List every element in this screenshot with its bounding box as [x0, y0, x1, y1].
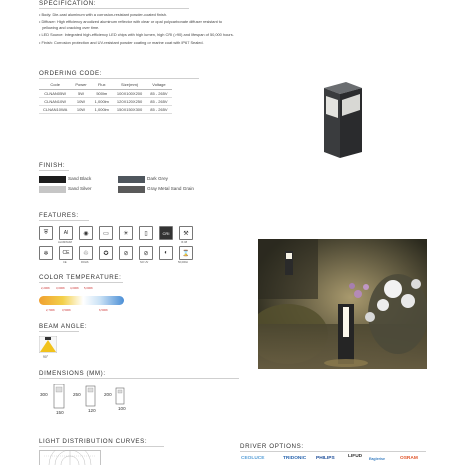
- cell-power: 10W: [71, 98, 90, 106]
- spec-led-line: • LED Source: Integrated high-efficiency LED chips with high lumen, high CRI (>90) and lifespan of 50,000 hours.: [39, 32, 234, 37]
- spec-body-line: • Body: Die-cast aluminum with a corrosion-resistant powder-coated finish.: [39, 12, 168, 17]
- lifespan-icon: ⌛: [179, 246, 193, 260]
- finish-swatch-dark-grey: [118, 176, 145, 183]
- led-icon: ◉: [79, 226, 93, 240]
- light-distribution-rule: [39, 446, 164, 447]
- spec-finish-line: • Finish: Corrosion protection and UV-resistant powder coating or marine coat with IP67 Sealed.: [39, 40, 204, 45]
- finish-label-sand-black: Sand Black: [68, 176, 92, 181]
- finish-swatch-sand-silver: [39, 186, 66, 193]
- cell-voltage: 85 - 265V: [146, 98, 171, 106]
- ik-rating-icon: ⚒: [179, 226, 193, 240]
- table-row: [39, 90, 172, 98]
- cell-code: CLNAN05W: [39, 90, 71, 98]
- dimensions-title: DIMENSIONS (MM):: [39, 370, 106, 377]
- spec-diffuser-line-2: yellowing and cracking over time.: [42, 25, 100, 30]
- product-image: [318, 74, 368, 160]
- light-distribution-title: LIGHT DISTRIBUTION CURVES:: [39, 438, 148, 445]
- col-header-flux: Flux: [91, 80, 113, 90]
- brand-philips: PHILIPS: [316, 456, 335, 461]
- driver-options-title: DRIVER OPTIONS:: [240, 443, 304, 450]
- temp-tick-top: 2,200K: [41, 286, 50, 290]
- driver-options-rule: [240, 451, 426, 452]
- finish-label-dark-grey: Dark Grey: [147, 176, 168, 181]
- cell-flux: 1,000lm: [91, 98, 113, 106]
- garden-photo: [258, 239, 427, 369]
- cell-code: CLNAN10WA: [39, 106, 71, 114]
- cell-voltage: 85 - 265V: [146, 90, 171, 98]
- no-uv-caption: NO UV: [140, 261, 149, 264]
- temp-tick-bottom: 6,500K: [99, 308, 108, 312]
- aluminum-icon: Al: [59, 226, 73, 240]
- ip-rating-icon: ▯: [139, 226, 153, 240]
- finish-label-gray-metal: Gray Metal Sand Grain: [147, 186, 194, 191]
- specification-title: SPECIFICATION:: [39, 0, 97, 7]
- light-distribution-chart: [39, 450, 101, 465]
- ordering-table: [39, 80, 172, 114]
- features-rule: [39, 220, 89, 221]
- temp-tick-bottom: 3,500K: [62, 308, 71, 312]
- cell-voltage: 85 - 265V: [146, 106, 171, 114]
- beam-angle-title: BEAM ANGLE:: [39, 323, 88, 330]
- no-uv-icon: ⊘: [139, 246, 153, 260]
- brand-ceoluce: CEOLUCE: [241, 456, 265, 461]
- brand-tridonic: TRIDONIC: [283, 456, 307, 461]
- col-header-code: Code: [39, 80, 71, 90]
- cri-icon: CRI: [159, 226, 173, 240]
- driver-icon: ▭: [99, 226, 113, 240]
- no-glare-icon: ⊘: [119, 246, 133, 260]
- color-temperature-rule: [39, 282, 123, 283]
- rohs-caption: ROHS: [81, 261, 89, 264]
- col-header-power: Power: [71, 80, 90, 90]
- col-header-voltage: Voltage: [146, 80, 171, 90]
- color-temperature-bar: [39, 296, 124, 305]
- finish-swatch-gray-metal: [118, 186, 145, 193]
- brand-osram: OSRAM: [400, 456, 418, 461]
- temp-tick-top: 3,000K: [56, 286, 65, 290]
- col-header-size: Size(mm): [113, 80, 146, 90]
- brand-lifud: LIFUD: [348, 454, 363, 459]
- cell-size: 100X100X200: [113, 90, 146, 98]
- lifespan-caption: 50,000H: [178, 261, 188, 264]
- cell-code: CLNAN10W: [39, 98, 71, 106]
- aluminum-caption: ALUMINUM: [58, 241, 72, 244]
- ce-caption: CE: [63, 261, 67, 264]
- brand-eaglerise: Eaglerise: [369, 457, 385, 461]
- table-row: [39, 106, 172, 114]
- dimensions-rule: [39, 378, 239, 379]
- dimmable-icon: ◐: [159, 246, 173, 260]
- cell-power: 10W: [71, 106, 90, 114]
- spec-diffuser-line: • Diffuser: High efficiency anodized aluminum reflector with clear or opal polycarbonate diffuser resistant to: [39, 19, 223, 24]
- cell-flux: 500lm: [91, 90, 113, 98]
- cell-size: 150X150X300: [113, 106, 146, 114]
- rohs-icon: ♲: [79, 246, 93, 260]
- ik-rating-caption: IK 08: [181, 241, 188, 244]
- specification-rule: [39, 8, 189, 9]
- color-temperature-title: COLOR TEMPERATURE:: [39, 274, 122, 281]
- high-lumen-icon: ☀: [119, 226, 133, 240]
- dimension-drawings: [52, 384, 147, 410]
- finish-rule: [39, 170, 69, 171]
- temperature-icon: ❄: [39, 246, 53, 260]
- dimension-height: 250: [73, 392, 81, 397]
- cell-size: 120X120X250: [113, 98, 146, 106]
- dimension-height: 200: [104, 392, 112, 397]
- cell-power: 5W: [71, 90, 90, 98]
- ordering-header-row: [39, 80, 172, 90]
- temp-tick-top: 4,000K: [70, 286, 79, 290]
- cell-flux: 1,000lm: [91, 106, 113, 114]
- ordering-title: ORDERING CODE:: [39, 70, 103, 77]
- finish-swatch-sand-black: [39, 176, 66, 183]
- dimension-width: 150: [56, 410, 64, 415]
- warranty-icon: ✪: [99, 246, 113, 260]
- ordering-rule: [39, 78, 199, 79]
- beam-angle-value: 90°: [43, 355, 49, 359]
- dimension-height: 300: [40, 392, 48, 397]
- dimension-width: 100: [118, 406, 126, 411]
- table-row: [39, 98, 172, 106]
- ce-icon: CE: [59, 246, 73, 260]
- beam-angle-rule: [39, 331, 79, 332]
- temp-tick-top: 5,000K: [84, 286, 93, 290]
- temp-tick-bottom: 2,700K: [46, 308, 55, 312]
- beam-angle-icon: [39, 336, 57, 353]
- dimension-width: 120: [88, 408, 96, 413]
- finish-title: FINISH:: [39, 162, 66, 169]
- features-title: FEATURES:: [39, 212, 79, 219]
- finish-label-sand-silver: Sand Silver: [68, 186, 92, 191]
- shield-icon: ⛨: [39, 226, 53, 240]
